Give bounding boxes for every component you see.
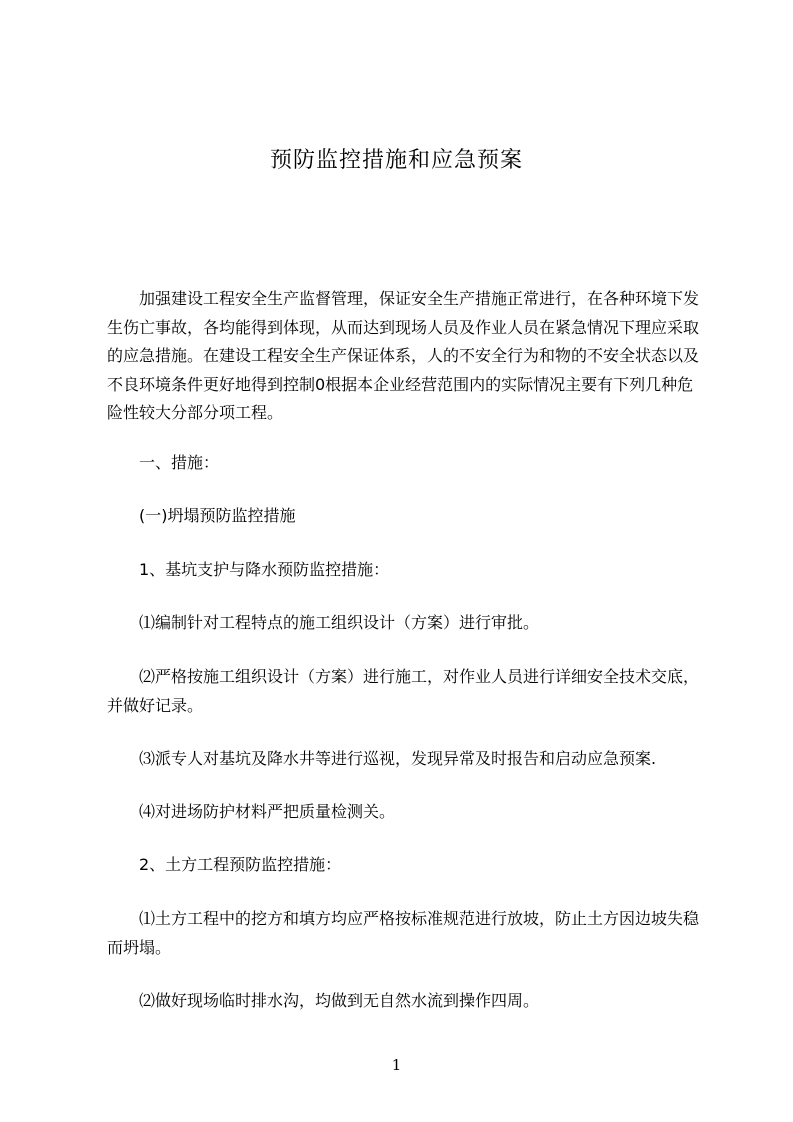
intro-paragraph bbox=[107, 285, 717, 428]
intro-line: 加强建设工程安全生产监督管理，保证安全生产措施正常进行，在各种环境下发 bbox=[139, 289, 700, 308]
list-item: ⑶派专人对基坑及降水井等进行巡视，发现异常及时报告和启动应急预案. bbox=[139, 749, 657, 768]
subsection-heading-collapse: (一)坍塌预防监控措施 bbox=[139, 506, 296, 525]
intro-line: 不良环境条件更好地得到控制0根据本企业经营范围内的实际情况主要有下列几种危 bbox=[107, 374, 694, 394]
intro-line: 险性较大分部分项工程。 bbox=[107, 403, 284, 422]
item-heading-foundation-pit: 1、基坑支护与降水预防监控措施： bbox=[139, 560, 390, 579]
item-heading-earthwork: 2、土方工程预防监控措施： bbox=[139, 855, 342, 874]
document-title: 预防监控措施和应急预案 bbox=[269, 148, 523, 173]
intro-line: 生伤亡事故，各均能得到体现，从而达到现场人员及作业人员在紧急情况下理应采取 bbox=[107, 317, 700, 337]
list-item: ⑷对进场防护材料严把质量检测关。 bbox=[139, 802, 396, 821]
list-item: ⑵做好现场临时排水沟，均做到无自然水流到操作四周。 bbox=[139, 991, 540, 1010]
intro-line: 的应急措施。在建设工程安全生产保证体系，人的不安全行为和物的不安全状态以及 bbox=[107, 346, 700, 365]
section-heading-measures: 一、措施： bbox=[139, 453, 220, 472]
list-item-line: ⑵严格按施工组织设计（方案）进行施工，对作业人员进行详细安全技术交底， bbox=[139, 667, 700, 686]
list-item: ⑴编制针对工程特点的施工组织设计（方案）进行审批。 bbox=[139, 613, 540, 632]
list-item-line: ⑴土方工程中的挖方和填方均应严格按标准规范进行放坡，防止土方因边坡失稳 bbox=[139, 909, 700, 928]
list-item-line: 而坍塌。 bbox=[107, 937, 172, 957]
list-item bbox=[107, 905, 717, 962]
list-item bbox=[107, 663, 717, 720]
list-item-line: 并做好记录。 bbox=[107, 695, 204, 715]
page-number: 1 bbox=[391, 1056, 402, 1074]
